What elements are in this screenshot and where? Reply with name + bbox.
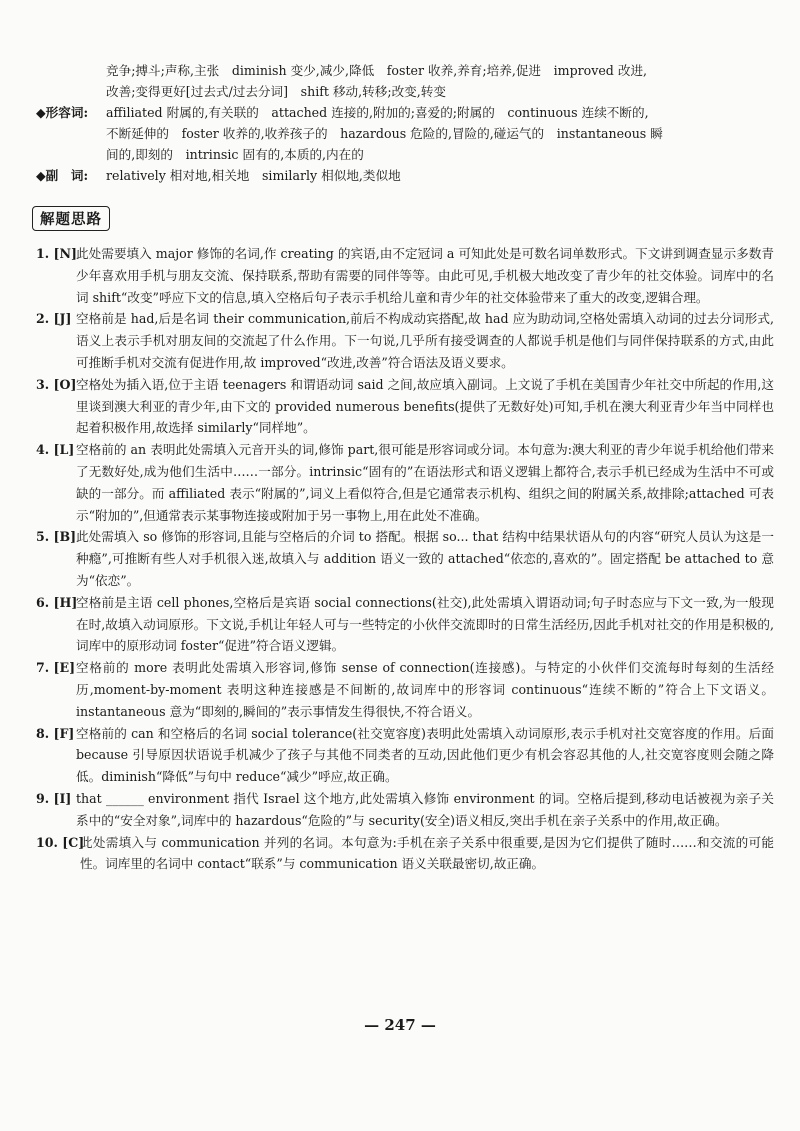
answer-text: 空格前的 can 和空格后的名词 social tolerance(社交宽容度)表明此处需填入动词原形,表示手机对社交宽容度的作用。后面 because 引导原因状语说手机减少了孩子与其他不同类者的互动,因此他们更少有机会容忍其他的人,社交宽容度则会随之降低。diminish“降低”与句中 reduce“减少”呼应,故正确。	[76, 725, 774, 785]
answer-number: 3. [O]	[36, 376, 77, 392]
adjective-line-2: 不断延伸的 foster 收养的,收养孩子的 hazardous 危险的,冒险的,碰运气的 instantaneous 瞬	[106, 126, 663, 141]
answer-number: 10. [C]	[36, 834, 85, 850]
vocabulary-list	[36, 60, 771, 186]
answer-item	[36, 308, 774, 373]
answer-number: 7. [E]	[36, 660, 76, 676]
answer-number: 1. [N]	[36, 246, 77, 261]
adjective-line-1: affiliated 附属的,有关联的 attached 连接的,附加的;喜爱的;附属的 continuous 连续不断的,	[106, 105, 649, 120]
answer-text: 空格前是 had,后是名词 their communication,前后不构成动宾搭配,故 had 应为助动词,空格处需填入动词的过去分词形式,语义上表示手机对朋友间的交流起了什么作用。下一句说,几乎所有接受调查的人都说手机是他们与同伴保持联系的方式,由此可推断手机对交流有促进作用,故 improved“改进,改善”符合语法及语义要求。	[76, 311, 774, 370]
adverb-line: relatively 相对地,相关地 similarly 相似地,类似地	[106, 168, 401, 183]
answer-text: 空格处为插入语,位于主语 teenagers 和谓语动词 said 之间,故应填入副词。上文说了手机在美国青少年社交中所起的作用,这里谈到澳大利亚的青少年,由下文的 provided numerous benefits(提供了无数好处)可知,手机在澳大利亚青少年当中同样也起着积极作用,故选择 similarly“同样地”。	[76, 376, 774, 436]
answer-text: 此处需要填入 major 修饰的名词,作 creating 的宾语,由不定冠词 a 可知此处是可数名词单数形式。下文讲到调查显示多数青少年喜欢用手机与朋友交流、保持联系,帮助有需要的同伴等等。由此可见,手机极大地改变了青少年的社交体验。词库中的名词 shift“改变”呼应下文的信息,填入空格后句子表示手机给儿童和青少年的社交体验带来了重大的改变,逻辑合理。	[76, 246, 774, 305]
answer-item	[36, 723, 774, 788]
adverb-label: ◆副 词:	[36, 168, 89, 183]
adjective-label: ◆形容词:	[36, 105, 89, 120]
answer-number: 9. [I]	[36, 790, 72, 806]
adverb-block	[36, 165, 771, 186]
answer-text: 空格前是主语 cell phones,空格后是宾语 social connections(社交),此处需填入谓语动词;句子时态应与下文一致,为一般现在时,故填入动词原形。下文说,手机让年轻人可与一些特定的小伙伴交流即时的日常生活经历,因此手机对社交的作用是积极的,词库中的原形动词 foster“促进”符合语义逻辑。	[76, 594, 774, 654]
noun-line-1: 竞争;搏斗;声称,主张 diminish 变少,减少,降低 foster 收养,养育;培养,促进 improved 改进,	[106, 63, 648, 78]
answer-item	[36, 592, 774, 657]
answer-item	[36, 439, 774, 526]
answer-number: 6. [H]	[36, 594, 78, 610]
answer-item	[36, 788, 774, 832]
answer-text: 空格前的 more 表明此处需填入形容词,修饰 sense of connection(连接感)。与特定的小伙伴们交流每时每刻的生活经历,moment-by-moment 表明这种连接感是不间断的,故词库中的形容词 continuous“连续不断的”符合上下文语义。instantaneous 意为“即刻的,瞬间的”表示事情发生得很快,不符合语义。	[76, 660, 774, 719]
answer-number: 8. [F]	[36, 725, 75, 741]
answer-number: 4. [L]	[36, 442, 75, 458]
answer-item	[36, 243, 774, 308]
noun-line-2: 改善;变得更好[过去式/过去分词] shift 移动,转移;改变,转变	[106, 84, 446, 99]
answer-item	[36, 374, 774, 439]
answer-text: 此处需填入与 communication 并列的名词。本句意为:手机在亲子关系中很重要,是因为它们提供了随时……和交流的可能性。词库里的名词中 contact“联系”与 communication 语义关联最密切,故正确。	[80, 834, 774, 872]
answer-number: 2. [J]	[36, 311, 72, 327]
answer-text: that ______ environment 指代 Israel 这个地方,此处需填入修饰 environment 的词。空格后提到,移动电话被视为亲子关系中的“安全对象”,词库中的 hazardous“危险的”与 security(安全)语义相反,突出手机在亲子关系中的作用,故正确。	[76, 790, 774, 828]
answer-number: 5. [B]	[36, 529, 77, 545]
page-number: — 247 —	[364, 1016, 436, 1034]
answer-item	[36, 657, 774, 722]
answer-item	[36, 832, 774, 876]
answer-text: 空格前的 an 表明此处需填入元音开头的词,修饰 part,很可能是形容词或分词。本句意为:澳大利亚的青少年说手机给他们带来了无数好处,成为他们生活中……一部分。intrinsic“固有的”在语法形式和语义逻辑上都符合,表示手机已经成为生活中不可或缺的一部分。而 affiliated 表示“附属的”,词义上看似符合,但是它通常表示机构、组织之间的附属关系,故排除;attached 可表示“附加的”,但通常表示某事物连接或附加于另一事物上,用在此处不准确。	[76, 442, 774, 523]
answer-explanations	[36, 243, 774, 875]
adjective-block	[36, 102, 771, 165]
adjective-line-3: 间的,即刻的 intrinsic 固有的,本质的,内在的	[106, 147, 364, 162]
answer-item	[36, 526, 774, 591]
answer-text: 此处需填入 so 修饰的形容词,且能与空格后的介词 to 搭配。根据 so... that 结构中结果状语从句的内容“研究人员认为这是一种瘾”,可推断有些人对手机很入迷,故填入与 addition 语义一致的 attached“依恋的,喜欢的”。固定搭配 be attached to 意为“依恋”。	[76, 529, 774, 588]
section-title: 解题思路	[32, 206, 110, 231]
